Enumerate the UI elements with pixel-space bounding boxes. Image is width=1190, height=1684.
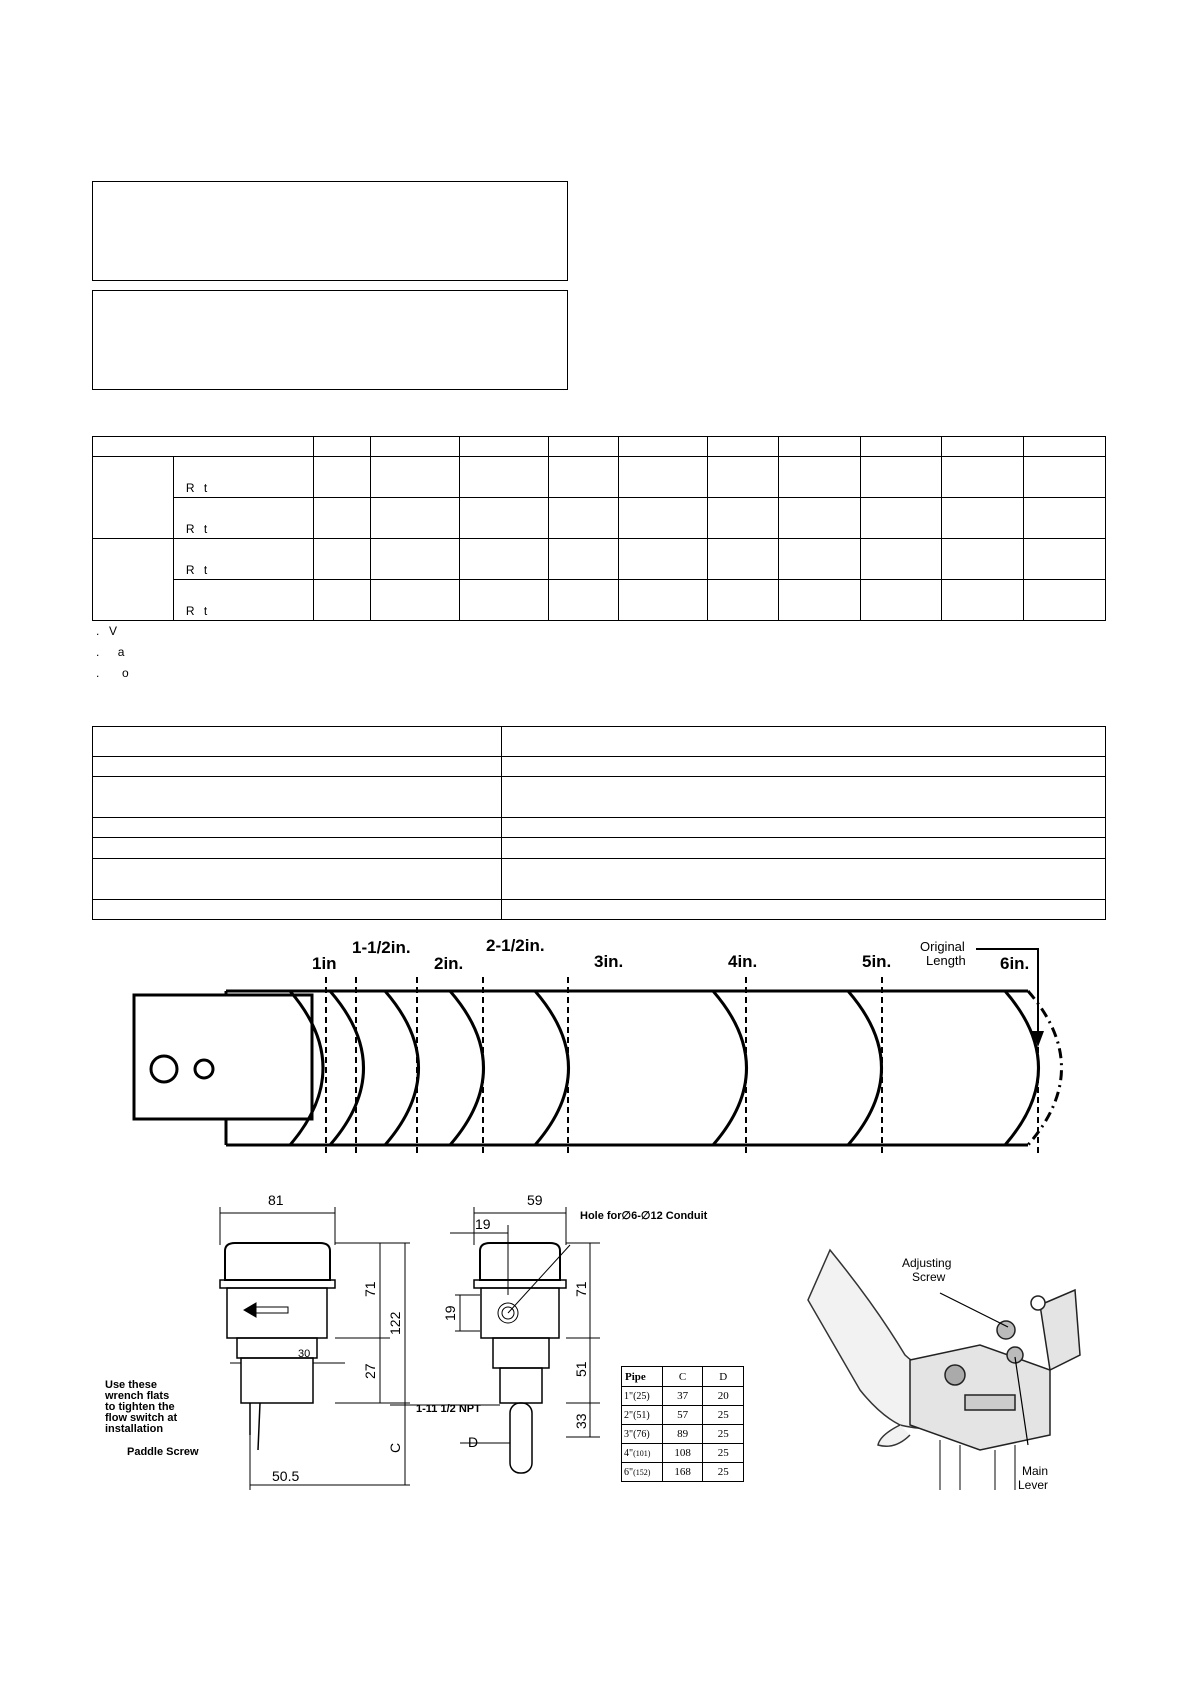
pipe-c: 168 bbox=[662, 1463, 703, 1482]
dim-width-59: 59 bbox=[527, 1192, 543, 1208]
adjusting-label-line2: Screw bbox=[912, 1270, 946, 1284]
spec-row-label: R t bbox=[173, 457, 313, 498]
note-text: a bbox=[117, 645, 126, 659]
lever-label-line1: Main bbox=[1022, 1464, 1049, 1478]
note-bullet: . bbox=[96, 645, 101, 659]
dim-D: D bbox=[468, 1434, 479, 1450]
note-bullet: . bbox=[96, 666, 101, 680]
trim-label-1-5in: 1-1/2in. bbox=[352, 938, 411, 957]
pipe-header-pipe: Pipe bbox=[622, 1367, 663, 1387]
dim-C: C bbox=[387, 1442, 403, 1453]
header-box-1 bbox=[92, 181, 568, 281]
note-text: V bbox=[109, 624, 119, 638]
wrench-note-line: wrench flats bbox=[105, 1390, 170, 1402]
trim-label-5in: 5in. bbox=[862, 952, 892, 971]
pipe-size: 2"(51) bbox=[622, 1406, 663, 1425]
pipe-d: 20 bbox=[703, 1387, 744, 1406]
material-row bbox=[93, 859, 1106, 900]
dim-33: 33 bbox=[573, 1413, 589, 1429]
hole-label: Hole for∅6-∅12 Conduit bbox=[580, 1210, 708, 1222]
spec-row bbox=[93, 580, 1106, 621]
pipe-size: 1"(25) bbox=[622, 1387, 663, 1406]
note-bullet: . bbox=[96, 624, 101, 638]
material-row bbox=[93, 757, 1106, 777]
spec-header-row bbox=[93, 437, 1106, 457]
paddle-trim-diagram bbox=[120, 935, 1080, 1165]
material-row bbox=[93, 818, 1106, 838]
pipe-d: 25 bbox=[703, 1425, 744, 1444]
trim-label-1in: 1in bbox=[312, 954, 337, 973]
pipe-c: 108 bbox=[662, 1444, 703, 1463]
dim-19-top: 19 bbox=[475, 1216, 491, 1232]
trim-label-2in: 2in. bbox=[434, 954, 464, 973]
pipe-table-row bbox=[622, 1463, 744, 1482]
pipe-c: 37 bbox=[662, 1387, 703, 1406]
wrench-note-line: installation bbox=[105, 1423, 164, 1435]
spec-row bbox=[93, 498, 1106, 539]
dim-19-side: 19 bbox=[442, 1305, 458, 1321]
switch-mechanism-icon bbox=[910, 1290, 1080, 1450]
wrench-note-line: to tighten the bbox=[105, 1401, 175, 1413]
dim-122: 122 bbox=[387, 1311, 403, 1335]
pipe-c: 57 bbox=[662, 1406, 703, 1425]
pipe-size: 4"(101) bbox=[622, 1444, 663, 1463]
pipe-header-c: C bbox=[662, 1367, 703, 1387]
note-line bbox=[96, 624, 118, 638]
spec-group-cell bbox=[93, 457, 174, 539]
dim-71-b: 71 bbox=[573, 1281, 589, 1297]
dim-50-5: 50.5 bbox=[272, 1468, 300, 1484]
dim-30: 30 bbox=[298, 1348, 311, 1360]
spec-table bbox=[92, 436, 1106, 621]
wrench-note-line: Use these bbox=[105, 1379, 157, 1391]
adjusting-illustration bbox=[800, 1245, 1120, 1505]
pipe-table-row bbox=[622, 1444, 744, 1463]
trim-label-3in: 3in. bbox=[594, 952, 624, 971]
pipe-table-row bbox=[622, 1387, 744, 1406]
spec-row-label: R t bbox=[173, 539, 313, 580]
note-text: o bbox=[122, 666, 130, 680]
paddle-screw-label: Paddle Screw bbox=[127, 1446, 199, 1458]
material-row bbox=[93, 900, 1106, 920]
original-length-line2: Length bbox=[926, 953, 966, 968]
pipe-d: 25 bbox=[703, 1463, 744, 1482]
original-length-line1: Original bbox=[920, 939, 965, 954]
spec-row-label: R t bbox=[173, 580, 313, 621]
pipe-header-d: D bbox=[703, 1367, 744, 1387]
pipe-table-header bbox=[622, 1367, 744, 1387]
material-row bbox=[93, 777, 1106, 818]
note-line bbox=[96, 666, 130, 680]
spec-row bbox=[93, 539, 1106, 580]
mount-hole-small bbox=[195, 1060, 213, 1078]
pipe-c: 89 bbox=[662, 1425, 703, 1444]
lever-label-line2: Lever bbox=[1018, 1478, 1049, 1492]
material-table bbox=[92, 726, 1106, 920]
wrench-note-line: flow switch at bbox=[105, 1412, 178, 1424]
dim-71: 71 bbox=[362, 1281, 378, 1297]
trim-label-6in: 6in. bbox=[1000, 954, 1030, 973]
material-row bbox=[93, 727, 1106, 757]
dim-width-81: 81 bbox=[268, 1192, 284, 1208]
pipe-table bbox=[621, 1366, 744, 1482]
note-line bbox=[96, 645, 125, 659]
spec-group-cell bbox=[93, 539, 174, 621]
pipe-size: 3"(76) bbox=[622, 1425, 663, 1444]
spec-row bbox=[93, 457, 1106, 498]
trim-label-4in: 4in. bbox=[728, 952, 758, 971]
mount-hole-large bbox=[151, 1056, 177, 1082]
pipe-d: 25 bbox=[703, 1406, 744, 1425]
npt-label: 1-11 1/2 NPT bbox=[416, 1403, 481, 1415]
dim-27: 27 bbox=[362, 1363, 378, 1379]
header-box-2 bbox=[92, 290, 568, 390]
trim-label-2-5in: 2-1/2in. bbox=[486, 936, 545, 955]
pipe-table-row bbox=[622, 1406, 744, 1425]
pipe-d: 25 bbox=[703, 1444, 744, 1463]
material-row bbox=[93, 838, 1106, 859]
adjusting-label-line1: Adjusting bbox=[902, 1256, 952, 1270]
pipe-table-row bbox=[622, 1425, 744, 1444]
spec-row-label: R t bbox=[173, 498, 313, 539]
pipe-size: 6"(152) bbox=[622, 1463, 663, 1482]
dim-51: 51 bbox=[573, 1361, 589, 1377]
